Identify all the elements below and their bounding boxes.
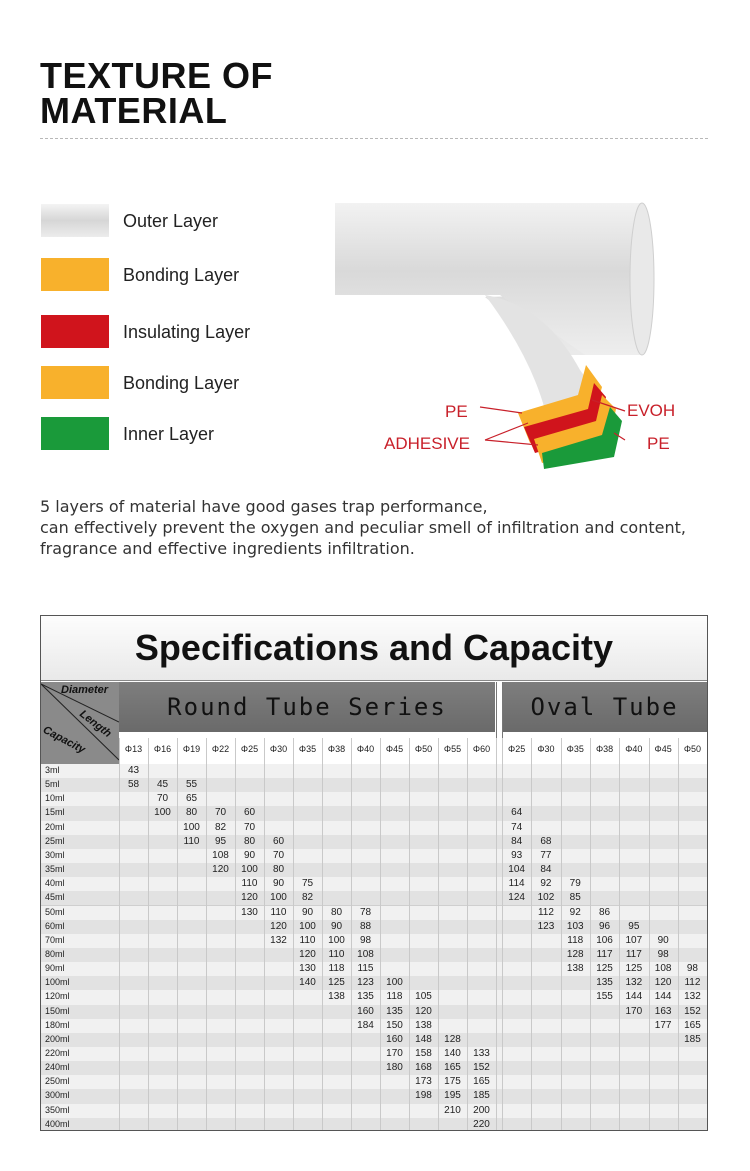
column-line <box>561 738 562 1130</box>
oval-length-cell: 84 <box>540 864 552 876</box>
column-line <box>409 738 410 1130</box>
round-length-cell: 75 <box>301 878 314 890</box>
oval-diameter-header: Φ45 <box>654 744 672 754</box>
capacity-label: 220ml <box>45 1048 70 1058</box>
round-diameter-header: Φ55 <box>443 744 462 754</box>
column-line <box>351 738 352 1130</box>
round-length-cell: 60 <box>272 835 285 847</box>
oval-length-cell: 108 <box>654 963 672 975</box>
section-title-line-1: TEXTURE OF <box>40 55 274 96</box>
capacity-label: 240ml <box>45 1062 70 1073</box>
oval-length-cell: 170 <box>625 1005 643 1017</box>
round-length-cell: 110 <box>299 934 316 946</box>
capacity-label: 45ml <box>45 892 65 903</box>
round-length-cell: 70 <box>214 807 227 819</box>
round-length-cell: 150 <box>386 1019 403 1031</box>
round-length-cell: 43 <box>127 765 140 776</box>
round-length-cell: 60 <box>243 807 256 819</box>
oval-length-cell: 132 <box>684 991 701 1003</box>
capacity-label: 120ml <box>45 991 70 1002</box>
oval-length-cell: 96 <box>598 920 611 932</box>
round-diameter-header: Φ19 <box>182 744 201 754</box>
round-length-cell: 130 <box>299 963 316 975</box>
oval-length-cell: 123 <box>537 920 555 932</box>
round-length-cell: 108 <box>357 948 374 960</box>
table-row <box>41 1047 707 1062</box>
round-length-cell: 198 <box>415 1090 432 1102</box>
round-length-cell: 82 <box>301 892 314 904</box>
round-length-cell: 110 <box>328 948 345 960</box>
oval-length-cell: 165 <box>684 1019 701 1031</box>
column-line <box>496 738 497 1130</box>
oval-length-cell: 144 <box>654 991 672 1003</box>
oval-length-cell: 138 <box>566 963 584 975</box>
column-line <box>678 738 679 1130</box>
oval-length-cell: 77 <box>540 849 552 861</box>
round-length-cell: 200 <box>473 1104 490 1116</box>
oval-length-cell: 106 <box>596 934 613 946</box>
oval-length-cell: 84 <box>511 835 523 847</box>
legend-label: Inner Layer <box>123 424 215 444</box>
column-line <box>619 738 620 1130</box>
oval-length-cell: 118 <box>567 934 584 946</box>
round-length-cell: 152 <box>473 1062 490 1074</box>
table-corner-header <box>41 682 119 764</box>
legend-label: Bonding Layer <box>123 373 240 393</box>
column-line <box>264 738 265 1130</box>
legend-item-outer <box>41 204 301 238</box>
legend-item-inner <box>41 417 301 451</box>
round-length-cell: 100 <box>299 920 316 932</box>
oval-length-cell: 124 <box>508 892 525 904</box>
spec-title: Specifications and Capacity <box>41 616 707 681</box>
oval-length-cell: 64 <box>511 807 523 819</box>
round-length-cell: 105 <box>415 991 432 1003</box>
table-row <box>41 863 707 878</box>
round-length-cell: 78 <box>359 906 372 918</box>
table-row <box>41 1033 707 1048</box>
oval-length-cell: 95 <box>628 920 640 932</box>
capacity-label: 10ml <box>45 793 65 804</box>
capacity-label: 35ml <box>45 864 65 875</box>
round-length-cell: 180 <box>386 1062 403 1074</box>
round-length-cell: 82 <box>214 821 227 833</box>
legend-label: Outer Layer <box>123 211 219 231</box>
round-length-cell: 133 <box>473 1048 490 1059</box>
round-length-cell: 100 <box>328 934 345 946</box>
round-length-cell: 158 <box>415 1048 432 1059</box>
round-length-cell: 135 <box>386 1005 403 1017</box>
round-diameter-header: Φ30 <box>269 744 288 754</box>
round-length-cell: 100 <box>154 807 171 819</box>
capacity-label: 15ml <box>45 807 65 818</box>
round-length-cell: 125 <box>328 977 345 989</box>
round-length-cell: 120 <box>212 864 229 876</box>
table-row <box>41 877 707 892</box>
capacity-label: 30ml <box>45 849 65 860</box>
table-row <box>41 1075 707 1090</box>
capacity-label: 90ml <box>45 963 65 974</box>
label-evoh: EVOH <box>627 401 676 420</box>
round-length-cell: 165 <box>473 1076 490 1088</box>
round-diameter-header: Φ60 <box>472 744 491 754</box>
round-diameter-header: Φ13 <box>124 744 143 754</box>
round-length-cell: 108 <box>212 849 229 861</box>
round-length-cell: 120 <box>299 948 316 960</box>
legend-swatch <box>41 204 109 237</box>
table-row <box>41 849 707 864</box>
legend-swatch <box>41 417 109 450</box>
round-length-cell: 80 <box>330 906 343 918</box>
round-length-cell: 135 <box>357 991 374 1003</box>
legend-label: Insulating Layer <box>123 322 251 342</box>
round-length-cell: 168 <box>415 1062 432 1074</box>
capacity-label: 80ml <box>45 948 65 959</box>
round-length-cell: 118 <box>386 991 403 1003</box>
round-length-cell: 90 <box>301 906 314 918</box>
round-diameter-header: Φ40 <box>356 744 375 754</box>
round-length-cell: 90 <box>243 849 256 861</box>
legend-item-insulating <box>41 315 301 349</box>
round-length-cell: 138 <box>328 991 345 1003</box>
oval-length-cell: 144 <box>625 991 643 1003</box>
round-length-cell: 70 <box>243 821 256 833</box>
corner-length: Length <box>77 707 114 741</box>
oval-length-cell: 103 <box>566 920 584 932</box>
oval-length-cell: 128 <box>566 948 584 960</box>
legend-swatch <box>41 258 109 291</box>
capacity-label: 60ml <box>45 920 65 931</box>
round-length-cell: 118 <box>328 963 345 975</box>
round-length-cell: 100 <box>386 977 403 989</box>
round-length-cell: 110 <box>270 906 287 918</box>
column-line <box>590 738 591 1130</box>
oval-length-cell: 90 <box>657 934 669 946</box>
round-diameter-header: Φ25 <box>240 744 259 754</box>
round-length-cell: 175 <box>444 1076 461 1088</box>
oval-length-cell: 152 <box>684 1005 701 1017</box>
dashed-divider <box>40 138 708 139</box>
table-row <box>41 1061 707 1076</box>
round-length-cell: 115 <box>357 963 374 975</box>
round-length-cell: 70 <box>156 793 169 805</box>
column-line <box>380 738 381 1130</box>
column-line <box>206 738 207 1130</box>
column-line <box>322 738 323 1130</box>
oval-length-cell: 120 <box>654 977 672 989</box>
section-title-line-2: MATERIAL <box>40 90 228 131</box>
label-pe-bottom: PE <box>647 434 670 453</box>
capacity-label: 40ml <box>45 878 65 889</box>
round-length-cell: 184 <box>357 1019 374 1031</box>
oval-length-cell: 185 <box>684 1033 701 1045</box>
round-length-cell: 123 <box>357 977 374 989</box>
label-pe-top: PE <box>445 402 468 421</box>
section-title <box>40 55 274 131</box>
oval-length-cell: 117 <box>625 948 642 960</box>
column-line <box>467 738 468 1130</box>
round-length-cell: 80 <box>243 835 256 847</box>
capacity-label: 180ml <box>45 1019 70 1030</box>
capacity-label: 400ml <box>45 1118 70 1129</box>
round-length-cell: 100 <box>241 864 258 876</box>
oval-length-cell: 177 <box>654 1019 672 1031</box>
legend-item-bonding-2 <box>41 366 301 400</box>
oval-length-cell: 79 <box>569 878 581 890</box>
round-length-cell: 95 <box>214 835 227 847</box>
oval-length-cell: 163 <box>654 1005 672 1017</box>
round-length-cell: 173 <box>415 1076 432 1088</box>
capacity-label: 3ml <box>45 765 60 775</box>
round-length-cell: 165 <box>444 1062 461 1074</box>
round-length-cell: 132 <box>270 934 287 946</box>
round-length-cell: 70 <box>272 849 285 861</box>
round-length-cell: 120 <box>415 1005 432 1017</box>
round-length-cell: 128 <box>444 1033 461 1045</box>
round-length-cell: 140 <box>444 1048 461 1059</box>
round-length-cell: 100 <box>270 892 287 904</box>
description-line: 5 layers of material have good gases trap performance, <box>40 497 488 516</box>
oval-length-cell: 92 <box>540 878 552 890</box>
table-row <box>41 1089 707 1104</box>
round-length-cell: 80 <box>272 864 285 876</box>
oval-diameter-header: Φ25 <box>508 744 526 754</box>
oval-length-cell: 132 <box>625 977 643 989</box>
oval-length-cell: 104 <box>508 864 525 876</box>
round-length-cell: 90 <box>272 878 285 890</box>
round-diameter-header: Φ38 <box>327 744 346 754</box>
oval-length-cell: 135 <box>596 977 613 989</box>
round-length-cell: 160 <box>357 1005 374 1017</box>
oval-length-cell: 92 <box>569 906 581 918</box>
capacity-label: 5ml <box>45 779 60 790</box>
round-length-cell: 58 <box>127 779 140 791</box>
round-length-cell: 88 <box>359 920 372 932</box>
column-line <box>148 738 149 1130</box>
capacity-label: 20ml <box>45 821 65 832</box>
round-length-cell: 220 <box>473 1118 490 1130</box>
oval-length-cell: 74 <box>511 821 523 833</box>
oval-length-cell: 86 <box>598 906 611 918</box>
round-length-cell: 185 <box>473 1090 490 1102</box>
column-line <box>235 738 236 1130</box>
round-length-cell: 80 <box>185 807 198 819</box>
capacity-label: 300ml <box>45 1090 70 1101</box>
round-length-cell: 148 <box>415 1033 432 1045</box>
legend-item-bonding-1 <box>41 258 301 292</box>
column-line <box>649 738 650 1130</box>
material-description <box>40 496 686 559</box>
column-line <box>119 738 120 1130</box>
oval-length-cell: 125 <box>625 963 643 975</box>
description-line: can effectively prevent the oxygen and peculiar smell of infiltration and content, <box>40 518 686 537</box>
round-length-cell: 160 <box>386 1033 403 1045</box>
round-length-cell: 45 <box>156 779 169 791</box>
oval-length-cell: 98 <box>686 963 698 975</box>
oval-length-cell: 125 <box>596 963 613 975</box>
capacity-label: 100ml <box>45 977 70 988</box>
round-length-cell: 90 <box>330 920 343 932</box>
capacity-label: 70ml <box>45 934 65 945</box>
column-line <box>293 738 294 1130</box>
legend-swatch <box>41 315 109 348</box>
oval-length-cell: 117 <box>596 948 613 960</box>
column-line <box>707 738 708 1130</box>
legend-label: Bonding Layer <box>123 265 240 285</box>
round-length-cell: 170 <box>386 1048 403 1059</box>
oval-length-cell: 98 <box>657 948 669 960</box>
round-length-cell: 140 <box>299 977 316 989</box>
round-length-cell: 98 <box>359 934 372 946</box>
capacity-label: 200ml <box>45 1033 70 1044</box>
oval-length-cell: 112 <box>684 977 701 989</box>
oval-diameter-header: Φ30 <box>537 744 555 754</box>
round-length-cell: 130 <box>241 906 258 918</box>
table-row <box>41 1118 707 1131</box>
round-length-cell: 110 <box>241 878 258 890</box>
table-row <box>41 891 707 906</box>
round-length-cell: 210 <box>444 1104 461 1116</box>
round-length-cell: 138 <box>415 1019 432 1031</box>
round-length-cell: 110 <box>183 835 200 847</box>
round-length-cell: 55 <box>185 779 198 791</box>
table-row <box>41 821 707 836</box>
legend-swatch <box>41 366 109 399</box>
round-length-cell: 195 <box>444 1090 461 1102</box>
oval-length-cell: 102 <box>537 892 555 904</box>
corner-capacity: Capacity <box>41 723 87 757</box>
round-diameter-header: Φ50 <box>414 744 433 754</box>
oval-length-cell: 114 <box>508 878 525 890</box>
spec-table <box>40 615 708 1131</box>
column-line <box>531 738 532 1130</box>
description-line: fragrance and effective ingredients infiltration. <box>40 539 415 558</box>
oval-length-cell: 93 <box>511 849 523 861</box>
capacity-label: 150ml <box>45 1005 70 1016</box>
oval-length-cell: 107 <box>625 934 643 946</box>
column-line <box>438 738 439 1130</box>
oval-diameter-header: Φ35 <box>566 744 584 754</box>
column-line <box>177 738 178 1130</box>
oval-series-title: Oval Tube <box>530 693 679 721</box>
capacity-label: 50ml <box>45 906 65 917</box>
table-row <box>41 806 707 821</box>
oval-length-cell: 155 <box>596 991 613 1003</box>
round-diameter-header: Φ35 <box>298 744 317 754</box>
round-series-title: Round Tube Series <box>167 693 447 721</box>
oval-length-cell: 112 <box>537 906 554 918</box>
oval-length-cell: 68 <box>540 835 552 847</box>
round-length-cell: 65 <box>185 793 198 805</box>
capacity-label: 250ml <box>45 1076 70 1087</box>
round-diameter-header: Φ16 <box>153 744 172 754</box>
round-length-cell: 100 <box>183 821 200 833</box>
capacity-label: 25ml <box>45 835 65 846</box>
oval-length-cell: 85 <box>569 892 581 904</box>
round-diameter-header: Φ22 <box>211 744 230 754</box>
round-length-cell: 120 <box>241 892 258 904</box>
table-row <box>41 835 707 850</box>
round-diameter-header: Φ45 <box>385 744 404 754</box>
tube-layer-diagram <box>330 195 660 470</box>
column-line <box>502 738 503 1130</box>
table-row <box>41 792 707 807</box>
corner-diameter: Diameter <box>61 684 109 696</box>
capacity-label: 350ml <box>45 1104 70 1115</box>
oval-diameter-header: Φ38 <box>595 744 614 754</box>
oval-diameter-header: Φ40 <box>625 744 643 754</box>
label-adhesive: ADHESIVE <box>384 434 470 453</box>
oval-diameter-header: Φ50 <box>683 744 702 754</box>
round-length-cell: 120 <box>270 920 287 932</box>
table-row <box>41 1104 707 1119</box>
